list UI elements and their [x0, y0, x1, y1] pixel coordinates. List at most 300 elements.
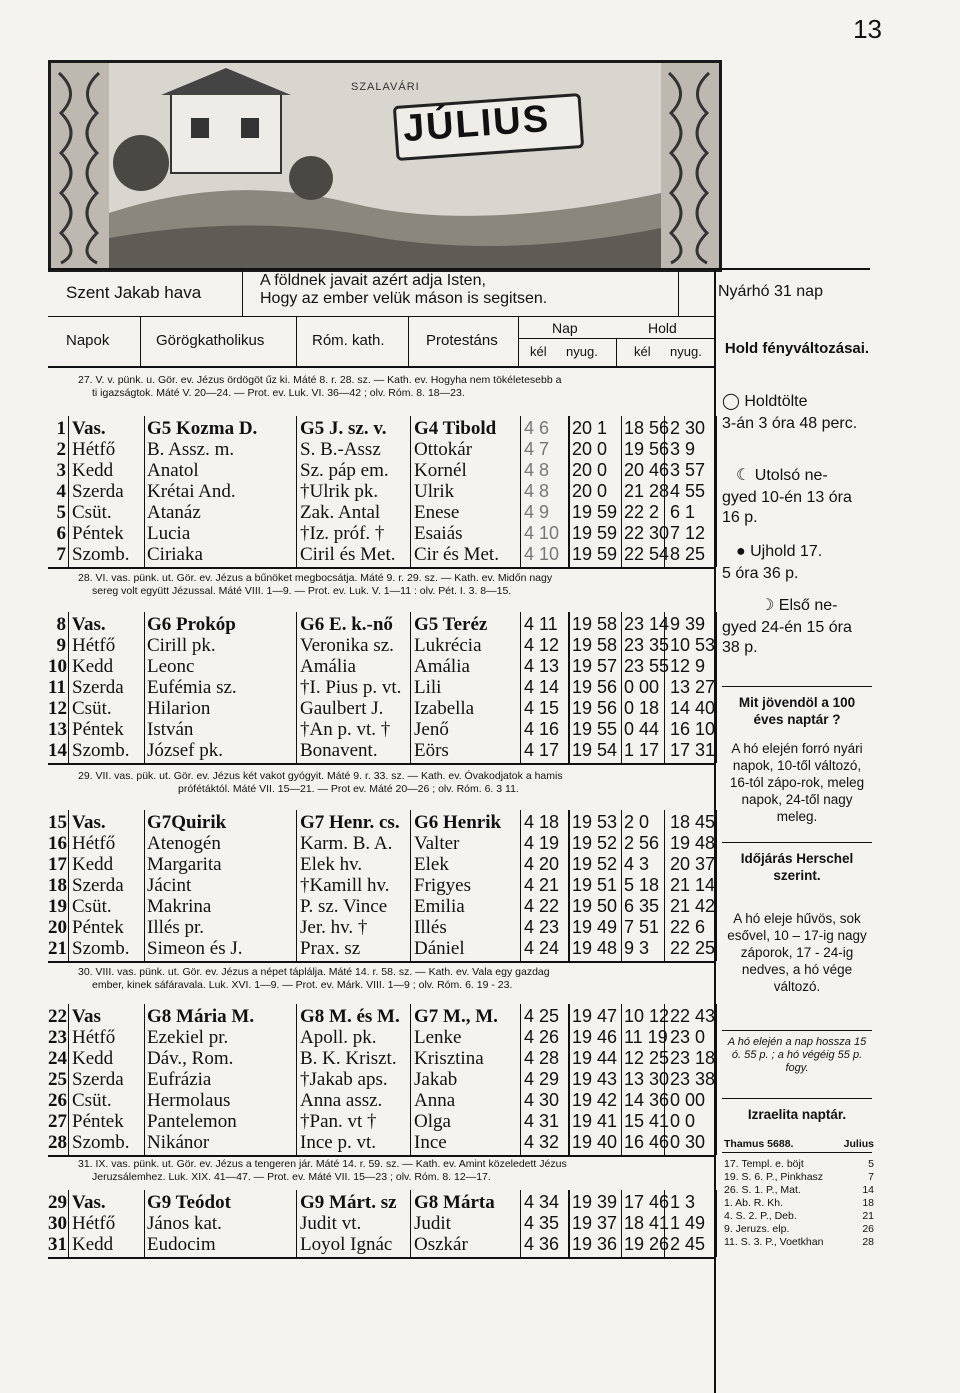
moonset: 21 14 — [670, 875, 716, 895]
moonset: 23 0 — [670, 1027, 706, 1047]
new-moon: ● Ujhold 17. — [736, 543, 823, 560]
protestant-name: Elek — [414, 854, 449, 875]
weekday: Szerda — [72, 1069, 124, 1090]
weekday: Kedd — [72, 1048, 114, 1069]
roman-saint: Jer. hv. † — [300, 917, 368, 938]
sunrise: 4 30 — [524, 1090, 560, 1110]
greek-saint: József pk. — [147, 740, 223, 761]
table-divider — [568, 810, 570, 961]
weekday: Kedd — [72, 854, 114, 875]
full-moon: ◯ Holdtölte — [722, 393, 808, 410]
day-number: 11 — [48, 677, 66, 698]
greek-saint: Leonc — [147, 656, 195, 677]
table-divider — [520, 612, 521, 763]
moonset: 8 25 — [670, 544, 706, 564]
moonset: 4 55 — [670, 481, 706, 501]
full-moon-text: 3-án 3 óra 48 perc. — [722, 415, 858, 432]
moonrise: 4 3 — [624, 854, 650, 874]
moonrise: 2 0 — [624, 812, 650, 832]
sunset: 19 56 — [572, 677, 618, 697]
protestant-name: Oszkár — [414, 1234, 468, 1255]
table-divider — [520, 416, 521, 567]
greek-saint: Cirill pk. — [147, 635, 216, 656]
roman-saint: G6 E. k.-nő — [300, 614, 393, 635]
sunrise: 4 9 — [524, 502, 550, 522]
week-bottom-rule — [48, 567, 714, 569]
day-number: 1 — [56, 418, 66, 439]
weekday: Csüt. — [72, 896, 112, 917]
col-sun: Nap — [552, 320, 578, 336]
greek-saint: Simeon és J. — [147, 938, 243, 959]
protestant-name: Anna — [414, 1090, 456, 1111]
sunset: 19 47 — [572, 1006, 618, 1026]
sunset: 19 55 — [572, 719, 618, 739]
moonrise: 0 44 — [624, 719, 660, 739]
table-divider — [410, 612, 411, 763]
greek-saint: G9 Teódot — [147, 1192, 231, 1213]
greek-saint: G6 Prokóp — [147, 614, 236, 635]
table-divider — [144, 1004, 145, 1155]
sunrise: 4 23 — [524, 917, 560, 937]
weekday: Szerda — [72, 677, 124, 698]
greek-saint: Eudocim — [147, 1234, 216, 1255]
moonset: 22 25 — [670, 938, 716, 958]
israelite-day: 5 — [868, 1158, 874, 1170]
moonset: 23 18 — [670, 1048, 716, 1068]
sunset: 19 57 — [572, 656, 618, 676]
new-moon-icon: ● — [736, 543, 746, 560]
weekday: Csüt. — [72, 502, 112, 523]
moonset: 19 48 — [670, 833, 716, 853]
centennial-title: Mit jövendöl a 100 éves naptár ? — [738, 695, 856, 727]
roman-saint: Bonavent. — [300, 740, 378, 761]
roman-saint: †Ulrik pk. — [300, 481, 379, 502]
moonset: 21 42 — [670, 896, 716, 916]
day-number: 22 — [48, 1006, 67, 1027]
moonset: 0 0 — [670, 1111, 696, 1131]
protestant-name: Ince — [414, 1132, 447, 1153]
table-divider — [68, 416, 69, 567]
protestant-name: Lili — [414, 677, 442, 698]
greek-saint: G8 Mária M. — [147, 1006, 255, 1027]
moonset: 7 12 — [670, 523, 706, 543]
table-divider — [520, 1190, 521, 1257]
moonrise: 17 46 — [624, 1192, 670, 1212]
protestant-name: Esaiás — [414, 523, 463, 544]
moonset: 1 3 — [670, 1192, 696, 1212]
weekday: Csüt. — [72, 1090, 112, 1111]
day-number: 28 — [48, 1132, 67, 1153]
sidebar-rule — [722, 686, 872, 687]
israelite-event: 17. Templ. e. böjt — [724, 1158, 804, 1170]
moonrise: 14 36 — [624, 1090, 670, 1110]
greek-saint: Jácint — [147, 875, 192, 896]
israelite-event: 11. S. 3. P., Voetkhan — [724, 1236, 824, 1248]
last-quarter: ☾ Utolsó ne- — [736, 467, 828, 484]
last-quarter-icon: ☾ — [736, 467, 751, 484]
table-divider — [296, 612, 297, 763]
roman-saint: †Jakab aps. — [300, 1069, 388, 1090]
sunrise: 4 32 — [524, 1132, 560, 1152]
sunrise: 4 28 — [524, 1048, 560, 1068]
day-length-note: A hó elején a nap hossza 15 ó. 55 p. ; a hó végéig 55 p. fogy. — [727, 1036, 867, 1074]
sidebar-rule — [722, 1098, 872, 1099]
sunset: 19 41 — [572, 1111, 618, 1131]
moonset: 20 37 — [670, 854, 716, 874]
day-number: 19 — [48, 896, 67, 917]
weekday: Kedd — [72, 656, 114, 677]
sunrise: 4 21 — [524, 875, 560, 895]
col-divider — [518, 316, 519, 366]
greek-saint: Eufémia sz. — [147, 677, 237, 698]
greek-saint: Makrina — [147, 896, 212, 917]
moonrise: 11 19 — [624, 1027, 668, 1047]
day-number: 2 — [56, 439, 66, 460]
greek-saint: Ezekiel pr. — [147, 1027, 229, 1048]
sidebar-rule — [722, 1152, 872, 1153]
moonrise: 22 30 — [624, 523, 670, 543]
weekday: Vas. — [72, 1192, 106, 1213]
moonset: 23 38 — [670, 1069, 716, 1089]
roman-saint: †Pan. vt † — [300, 1111, 377, 1132]
israelite-event: 1. Ab. R. Kh. — [724, 1197, 783, 1209]
roman-saint: Loyol Ignác — [300, 1234, 393, 1255]
sunset: 19 46 — [572, 1027, 618, 1047]
sunset: 19 50 — [572, 896, 618, 916]
table-divider — [68, 612, 69, 763]
day-number: 9 — [56, 635, 66, 656]
protestant-name: Ottokár — [414, 439, 473, 460]
herschel-text: A hó eleje hűvös, sok esővel, 10 – 17-ig nagy záporok, 17 - 24-ig nedves, a hó vége változó. — [727, 911, 867, 994]
moonrise: 23 14 — [624, 614, 670, 634]
moonset: 13 27 — [670, 677, 716, 697]
motto-line-2: Hogy az ember velük máson is segitsen. — [260, 290, 548, 307]
sunrise: 4 29 — [524, 1069, 560, 1089]
weekday: Péntek — [72, 719, 124, 740]
sunset: 19 54 — [572, 740, 618, 760]
sunset: 19 52 — [572, 833, 618, 853]
protestant-name: Izabella — [414, 698, 475, 719]
banner-title: JÚLIUS — [401, 97, 552, 151]
gospel-note: 31. IX. vas. pünk. ut. Gör. ev. Jézus a tengeren jár. Máté 14. r. 59. sz. — Kath. ev. Amint közeledett Jézus Jeruzsálemhez. Luk. XIX. 41—47. — Prot. ev. Máté VII. 15—23 ; olv. Róm. 8. 12—17. — [78, 1158, 567, 1183]
moonset: 12 9 — [670, 656, 706, 676]
table-divider — [621, 612, 622, 763]
day-number: 31 — [48, 1234, 67, 1255]
col-sun-set: nyug. — [566, 344, 598, 359]
roman-saint: Judit vt. — [300, 1213, 362, 1234]
greek-saint: Dáv., Rom. — [147, 1048, 234, 1069]
protestant-name: Dániel — [414, 938, 465, 959]
greek-saint: B. Assz. m. — [147, 439, 235, 460]
moonrise: 19 26 — [624, 1234, 670, 1254]
sunrise: 4 12 — [524, 635, 560, 655]
roman-saint: S. B.-Assz — [300, 439, 381, 460]
sunrise: 4 11 — [524, 614, 558, 634]
month-name: Szent Jakab hava — [66, 283, 202, 302]
week-bottom-rule — [48, 1257, 714, 1259]
day-number: 17 — [48, 854, 67, 875]
table-divider — [520, 1004, 521, 1155]
moonset: 3 9 — [670, 439, 696, 459]
protestant-name: Olga — [414, 1111, 451, 1132]
sunset: 19 43 — [572, 1069, 618, 1089]
sunset: 19 39 — [572, 1192, 618, 1212]
table-divider — [410, 1190, 411, 1257]
roman-saint: G5 J. sz. v. — [300, 418, 387, 439]
greek-saint: Ciriaka — [147, 544, 203, 565]
weekday: Szomb. — [72, 544, 130, 565]
table-divider — [621, 1190, 622, 1257]
roman-saint: Veronika sz. — [300, 635, 394, 656]
sunset: 19 59 — [572, 544, 618, 564]
roman-saint: B. K. Kriszt. — [300, 1048, 397, 1069]
table-divider — [68, 1190, 69, 1257]
table-divider — [68, 1004, 69, 1155]
header-rule — [48, 316, 714, 317]
roman-saint: Ince p. vt. — [300, 1132, 376, 1153]
table-divider — [410, 810, 411, 961]
table-divider — [520, 810, 521, 961]
protestant-name: Krisztina — [414, 1048, 484, 1069]
greek-saint: Illés pr. — [147, 917, 204, 938]
moonrise: 6 35 — [624, 896, 660, 916]
israelite-day: 14 — [862, 1184, 874, 1196]
sunset: 20 0 — [572, 460, 608, 480]
sunrise: 4 17 — [524, 740, 560, 760]
col-protestant: Protestáns — [426, 332, 498, 349]
sunset: 19 44 — [572, 1048, 618, 1068]
moonrise: 0 18 — [624, 698, 660, 718]
day-number: 27 — [48, 1111, 67, 1132]
weekday: Vas. — [72, 418, 106, 439]
moonrise: 21 28 — [624, 481, 670, 501]
day-number: 25 — [48, 1069, 67, 1090]
protestant-name: Emilia — [414, 896, 465, 917]
sunset: 20 1 — [572, 418, 608, 438]
greek-saint: Eufrázia — [147, 1069, 212, 1090]
roman-saint: Sz. páp em. — [300, 460, 389, 481]
col-moon-set: nyug. — [670, 344, 702, 359]
header-divider — [678, 268, 679, 316]
sunrise: 4 18 — [524, 812, 560, 832]
table-divider — [296, 416, 297, 567]
greek-saint: Krétai And. — [147, 481, 236, 502]
moonrise: 2 56 — [624, 833, 660, 853]
greek-saint: János kat. — [147, 1213, 222, 1234]
protestant-name: Ulrik — [414, 481, 455, 502]
header-top-rule — [48, 268, 870, 270]
page-number: 13 — [853, 14, 882, 44]
protestant-name: Illés — [414, 917, 447, 938]
roman-saint: G9 Márt. sz — [300, 1192, 397, 1213]
sunrise: 4 22 — [524, 896, 560, 916]
sunset: 19 58 — [572, 635, 618, 655]
col-greek: Görögkatholikus — [156, 332, 265, 349]
sunset: 19 53 — [572, 812, 618, 832]
greek-saint: Pantelemon — [147, 1111, 237, 1132]
weekday: Péntek — [72, 1111, 124, 1132]
weekday: Csüt. — [72, 698, 112, 719]
table-divider — [621, 416, 622, 567]
roman-saint: Elek hv. — [300, 854, 363, 875]
sunrise: 4 36 — [524, 1234, 560, 1254]
roman-saint: G7 Henr. cs. — [300, 812, 400, 833]
protestant-name: Enese — [414, 502, 460, 523]
table-divider — [621, 1004, 622, 1155]
israelite-entry — [724, 1171, 874, 1184]
sidebar-rule — [722, 842, 872, 843]
moonset: 18 45 — [670, 812, 716, 832]
moonset: 2 30 — [670, 418, 706, 438]
table-divider — [568, 416, 570, 567]
moonrise: 18 41 — [624, 1213, 670, 1233]
protestant-name: G8 Márta — [414, 1192, 495, 1213]
col-sun-rise: kél — [530, 344, 547, 359]
col-divider — [408, 316, 409, 366]
col-divider — [616, 338, 617, 366]
moonset: 10 53 — [670, 635, 716, 655]
moonrise: 18 56 — [624, 418, 670, 438]
sunset: 19 58 — [572, 614, 618, 634]
header-divider — [242, 268, 243, 316]
day-number: 16 — [48, 833, 67, 854]
roman-saint: Ciril és Met. — [300, 544, 396, 565]
protestant-name: Frigyes — [414, 875, 471, 896]
moonrise: 20 46 — [624, 460, 670, 480]
israelite-event: 9. Jeruzs. elp. — [724, 1223, 790, 1235]
roman-saint: Anna assz. — [300, 1090, 383, 1111]
israelite-event: 19. S. 6. P., Pinkhasz — [724, 1171, 824, 1183]
table-divider — [410, 1004, 411, 1155]
sunset: 19 40 — [572, 1132, 618, 1152]
table-divider — [716, 1004, 717, 1155]
protestant-name: G4 Tibold — [414, 418, 497, 439]
moonset: 14 40 — [670, 698, 716, 718]
weekday: Szomb. — [72, 938, 130, 959]
day-number: 4 — [56, 481, 66, 502]
greek-saint: Margarita — [147, 854, 222, 875]
day-number: 23 — [48, 1027, 67, 1048]
sunset: 20 0 — [572, 481, 608, 501]
first-quarter: ☽ Első ne- — [760, 597, 838, 614]
weekday: Szerda — [72, 875, 124, 896]
day-number: 15 — [48, 812, 67, 833]
weekday: Kedd — [72, 460, 114, 481]
weekday: Kedd — [72, 1234, 114, 1255]
moonrise: 7 51 — [624, 917, 660, 937]
greek-saint: István — [147, 719, 194, 740]
sidebar-rule — [722, 1030, 872, 1031]
table-divider — [296, 810, 297, 961]
greek-saint: Nikánor — [147, 1132, 210, 1153]
roman-saint: Karm. B. A. — [300, 833, 393, 854]
moonrise: 16 46 — [624, 1132, 670, 1152]
weekday: Péntek — [72, 917, 124, 938]
israelite-day: 28 — [862, 1236, 874, 1248]
roman-saint: Amália — [300, 656, 356, 677]
protestant-name: G6 Henrik — [414, 812, 502, 833]
greek-saint: Hilarion — [147, 698, 211, 719]
week-bottom-rule — [48, 961, 714, 963]
moonset: 17 31 — [670, 740, 716, 760]
sunset: 19 59 — [572, 523, 618, 543]
day-number: 21 — [48, 938, 67, 959]
moonset: 16 10 — [670, 719, 716, 739]
moonrise: 19 56 — [624, 439, 670, 459]
roman-saint: †Kamill hv. — [300, 875, 390, 896]
new-moon-text: 5 óra 36 p. — [722, 565, 799, 582]
day-number: 12 — [48, 698, 67, 719]
israelite-entry — [724, 1158, 874, 1171]
roman-saint: P. sz. Vince — [300, 896, 388, 917]
sunrise: 4 15 — [524, 698, 560, 718]
moonset: 1 49 — [670, 1213, 706, 1233]
weekday: Hétfő — [72, 1027, 116, 1048]
table-divider — [716, 810, 717, 961]
greek-saint: G5 Kozma D. — [147, 418, 258, 439]
last-quarter-text: gyed 10-én 13 óra 16 p. — [722, 489, 852, 526]
col-divider — [140, 316, 141, 366]
sunset: 20 0 — [572, 439, 608, 459]
moonrise: 23 35 — [624, 635, 670, 655]
day-number: 8 — [56, 614, 66, 635]
israelite-day: 21 — [862, 1210, 874, 1222]
full-moon-icon: ◯ — [722, 393, 740, 410]
weekday: Hétfő — [72, 635, 116, 656]
israelite-day: 7 — [868, 1171, 874, 1183]
gospel-note: 27. V. v. pünk. u. Gör. ev. Jézus ördögöt űz ki. Máté 8. r. 28. sz. — Kath. ev. Hogyha nem tökéletesebb a ti igazságtok. Máté V. 20—24. — Prot. ev. Luk. VI. 36—42 ; olv. Róm. 8. 18—23. — [78, 374, 562, 399]
motto-line-1: A földnek javait azért adja Isten, — [260, 272, 486, 289]
sunrise: 4 20 — [524, 854, 560, 874]
protestant-name: Cir és Met. — [414, 544, 499, 565]
sunrise: 4 24 — [524, 938, 560, 958]
roman-saint: G8 M. és M. — [300, 1006, 400, 1027]
day-number: 20 — [48, 917, 67, 938]
table-divider — [144, 416, 145, 567]
israelite-entry — [724, 1223, 874, 1236]
day-number: 30 — [48, 1213, 67, 1234]
israelite-entry — [724, 1184, 874, 1197]
moonrise: 10 12 — [624, 1006, 670, 1026]
moonset: 2 45 — [670, 1234, 706, 1254]
weekday: Vas — [72, 1006, 101, 1027]
sunrise: 4 35 — [524, 1213, 560, 1233]
israelite-event: 26. S. 1. P., Mat. — [724, 1184, 801, 1196]
table-divider — [296, 1190, 297, 1257]
sunset: 19 51 — [572, 875, 618, 895]
col-moon-rise: kél — [634, 344, 651, 359]
header-bottom-rule — [48, 366, 714, 368]
banner-illustration — [51, 63, 719, 269]
greek-saint: G7Quirik — [147, 812, 227, 833]
table-divider — [568, 1190, 570, 1257]
day-number: 29 — [48, 1192, 67, 1213]
day-number: 14 — [48, 740, 67, 761]
sunset: 19 48 — [572, 938, 618, 958]
first-quarter-icon: ☽ — [760, 597, 775, 614]
gospel-note: 29. VII. vas. pük. ut. Gör. ev. Jézus két vakot gyógyit. Máté 9. r. 33. sz. — Kath. ev. Óvakodjatok a hamis prófétáktól. Máté VII. 15—21. — Prot ev. Máté 20—26 ; olv. Róm. 6. 3 11. — [78, 770, 563, 795]
day-number: 7 — [56, 544, 66, 565]
table-divider — [568, 612, 570, 763]
col-moon: Hold — [648, 320, 677, 336]
israelite-day: 18 — [862, 1197, 874, 1209]
moonrise: 22 54 — [624, 544, 670, 564]
week-bottom-rule — [48, 1155, 714, 1157]
moonrise: 9 3 — [624, 938, 650, 958]
roman-saint: Zak. Antal — [300, 502, 381, 523]
sunrise: 4 19 — [524, 833, 560, 853]
moonset: 0 00 — [670, 1090, 706, 1110]
